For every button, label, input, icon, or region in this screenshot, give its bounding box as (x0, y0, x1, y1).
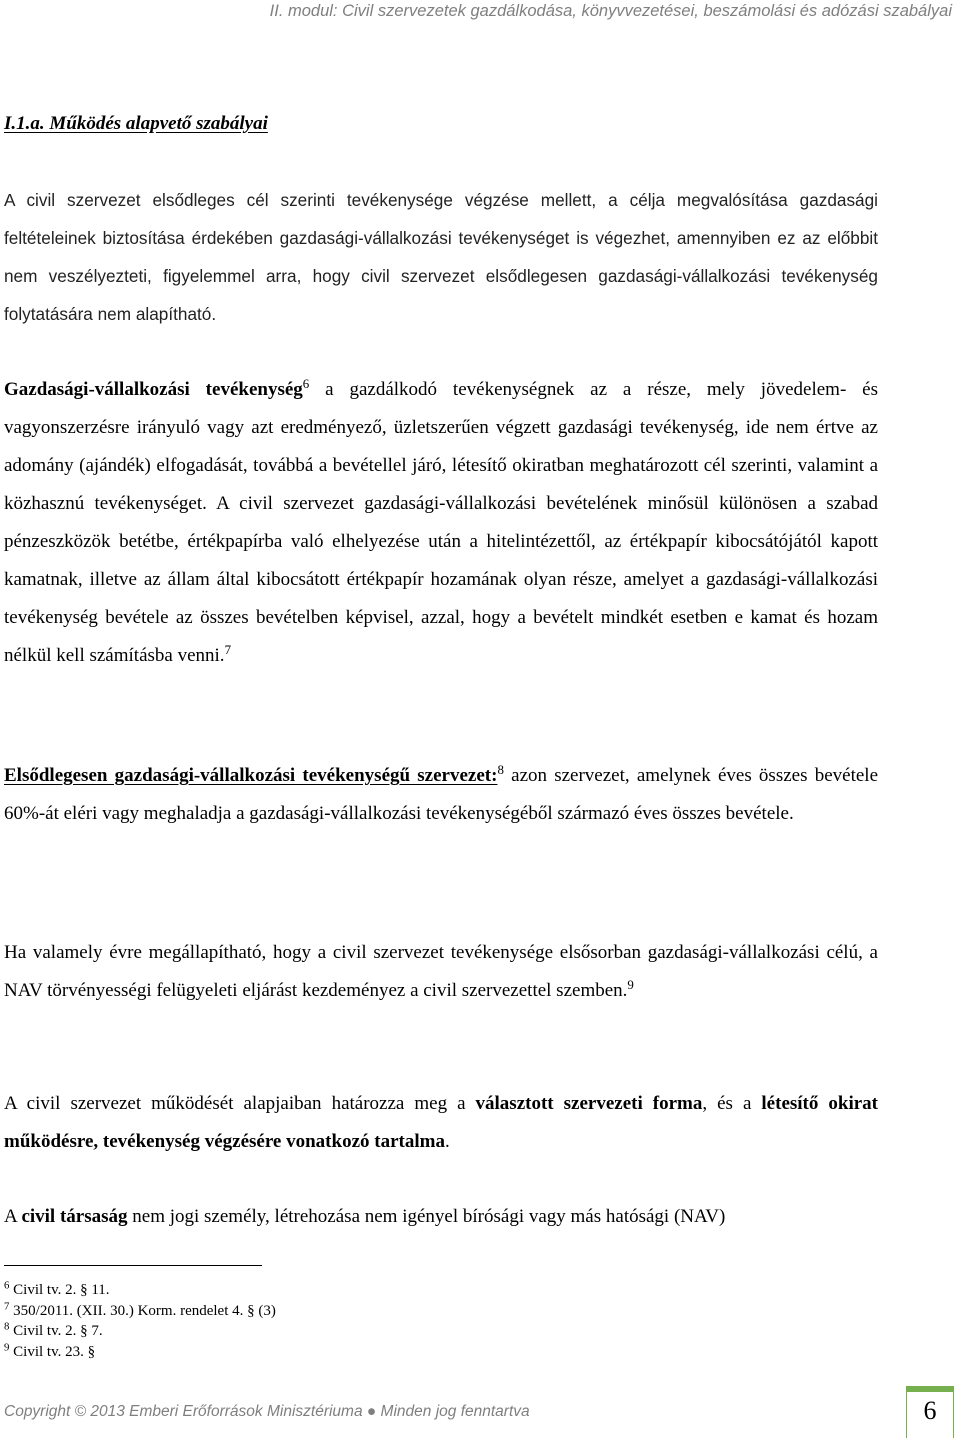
bold-run: választott szervezeti forma (475, 1093, 703, 1114)
footnote-ref[interactable]: 8 (497, 761, 504, 777)
paragraph-definition (4, 371, 878, 675)
paragraph-primary-org (4, 757, 878, 833)
footnote-ref[interactable]: 6 (302, 375, 310, 391)
paragraph-civil-company (4, 1198, 878, 1236)
text-run: , és a (702, 1093, 762, 1114)
text-run: A civil szervezet működését alapjaiban határozza meg a (4, 1093, 476, 1114)
footnote (4, 1301, 276, 1322)
section-heading: I.1.a. Működés alapvető szabályai (4, 113, 268, 134)
paragraph-intro: A civil szervezet elsődleges cél szerinti tevékenysége végzése mellett, a célja megvalósítása gazdasági feltételeinek biztosítása érdekében gazdasági-vállalkozási tevékenységet is végezhet, amennyiben ez az előbbit nem veszélyezteti, figyelemmel arra, hogy civil szervezet elsődlegesen gazdasági-vállalkozási tevékenység folytatására nem alapítható. (4, 190, 878, 324)
defined-term: Gazdasági-vállalkozási tevékenység (4, 379, 303, 400)
footnote-text: Civil tv. 2. § 11. (9, 1282, 110, 1298)
definition-text: azon szervezet, amelynek éves összes bevétele 60%-át eléri vagy meghaladja a gazdasági-vállalkozási tevékenységéből származó éves összes bevétele. (4, 765, 878, 824)
text-run: . (444, 1131, 450, 1152)
footnote-text: Civil tv. 23. § (9, 1343, 96, 1360)
page-number: 6 (923, 1396, 937, 1425)
footnote-number: 6 (4, 1279, 10, 1292)
footnote-number: 7 (4, 1300, 10, 1313)
copyright-footer: Copyright © 2013 Emberi Erőforrások Minisztériuma ● Minden jog fenntartva (4, 1403, 530, 1420)
footnote-text: Civil tv. 2. § 7. (9, 1323, 103, 1339)
running-header: II. modul: Civil szervezetek gazdálkodása, könyvvezetései, beszámolási és adózási szabályai (269, 2, 952, 20)
footnote-number: 9 (4, 1341, 10, 1354)
footnotes (4, 1280, 276, 1362)
text-run: A (4, 1206, 22, 1227)
bold-run: civil társaság (21, 1206, 128, 1227)
definition-text: a gazdálkodó tevékenységnek az a része, mely jövedelem- és vagyonszerzésre irányuló vagy azt eredményező, üzletszerűen végzett gazdasági tevékenység, ide nem értve az adomány (ajándék) elfogadását, továbbá a bevétellel járó, létesítő okiratban meghatározott cél szerinti, valamint a közhasznú tevékenységet. A civil szervezet gazdasági-vállalkozási bevételének minősül különösen a szabad pénzeszközök betétbe, értékpapírba való elhelyezése után a hitelintézettől, az értékpapír kibocsátójától kapott kamatnak, illetve az állam által kibocsátott értékpapír hozamának olyan része, amelyet a gazdasági-vállalkozási tevékenység bevétele az összes bevételben képvisel, azzal, hogy a bevételt mindkét esetben e kamat és hozam nélkül kell számításba venni. (4, 379, 878, 666)
defined-term: Elsődlegesen gazdasági-vállalkozási tevékenységű szervezet: (4, 765, 498, 786)
footnote-ref[interactable]: 9 (627, 976, 634, 992)
footnote (4, 1321, 276, 1342)
footnote-number: 8 (4, 1320, 10, 1333)
paragraph-text: Ha valamely évre megállapítható, hogy a civil szervezet tevékenysége elsősorban gazdasági-vállalkozási célú, a NAV törvényességi felügyeleti eljárást kezdeményez a civil szervezettel szemben. (4, 942, 878, 1001)
paragraph-form (4, 1085, 878, 1161)
footnote (4, 1342, 276, 1363)
footnote-ref[interactable]: 7 (224, 641, 232, 657)
footnote-text: 350/2011. (XII. 30.) Korm. rendelet 4. § (3) (9, 1302, 276, 1319)
footnote (4, 1280, 276, 1301)
footnote-separator (4, 1265, 262, 1266)
text-run: nem jogi személy, létrehozása nem igényel bírósági vagy más hatósági (NAV) (127, 1206, 726, 1227)
paragraph-nav (4, 934, 878, 1010)
bold-run: létesítő okirat működésre, tevékenység végzésére vonatkozó tartalma (4, 1093, 878, 1152)
